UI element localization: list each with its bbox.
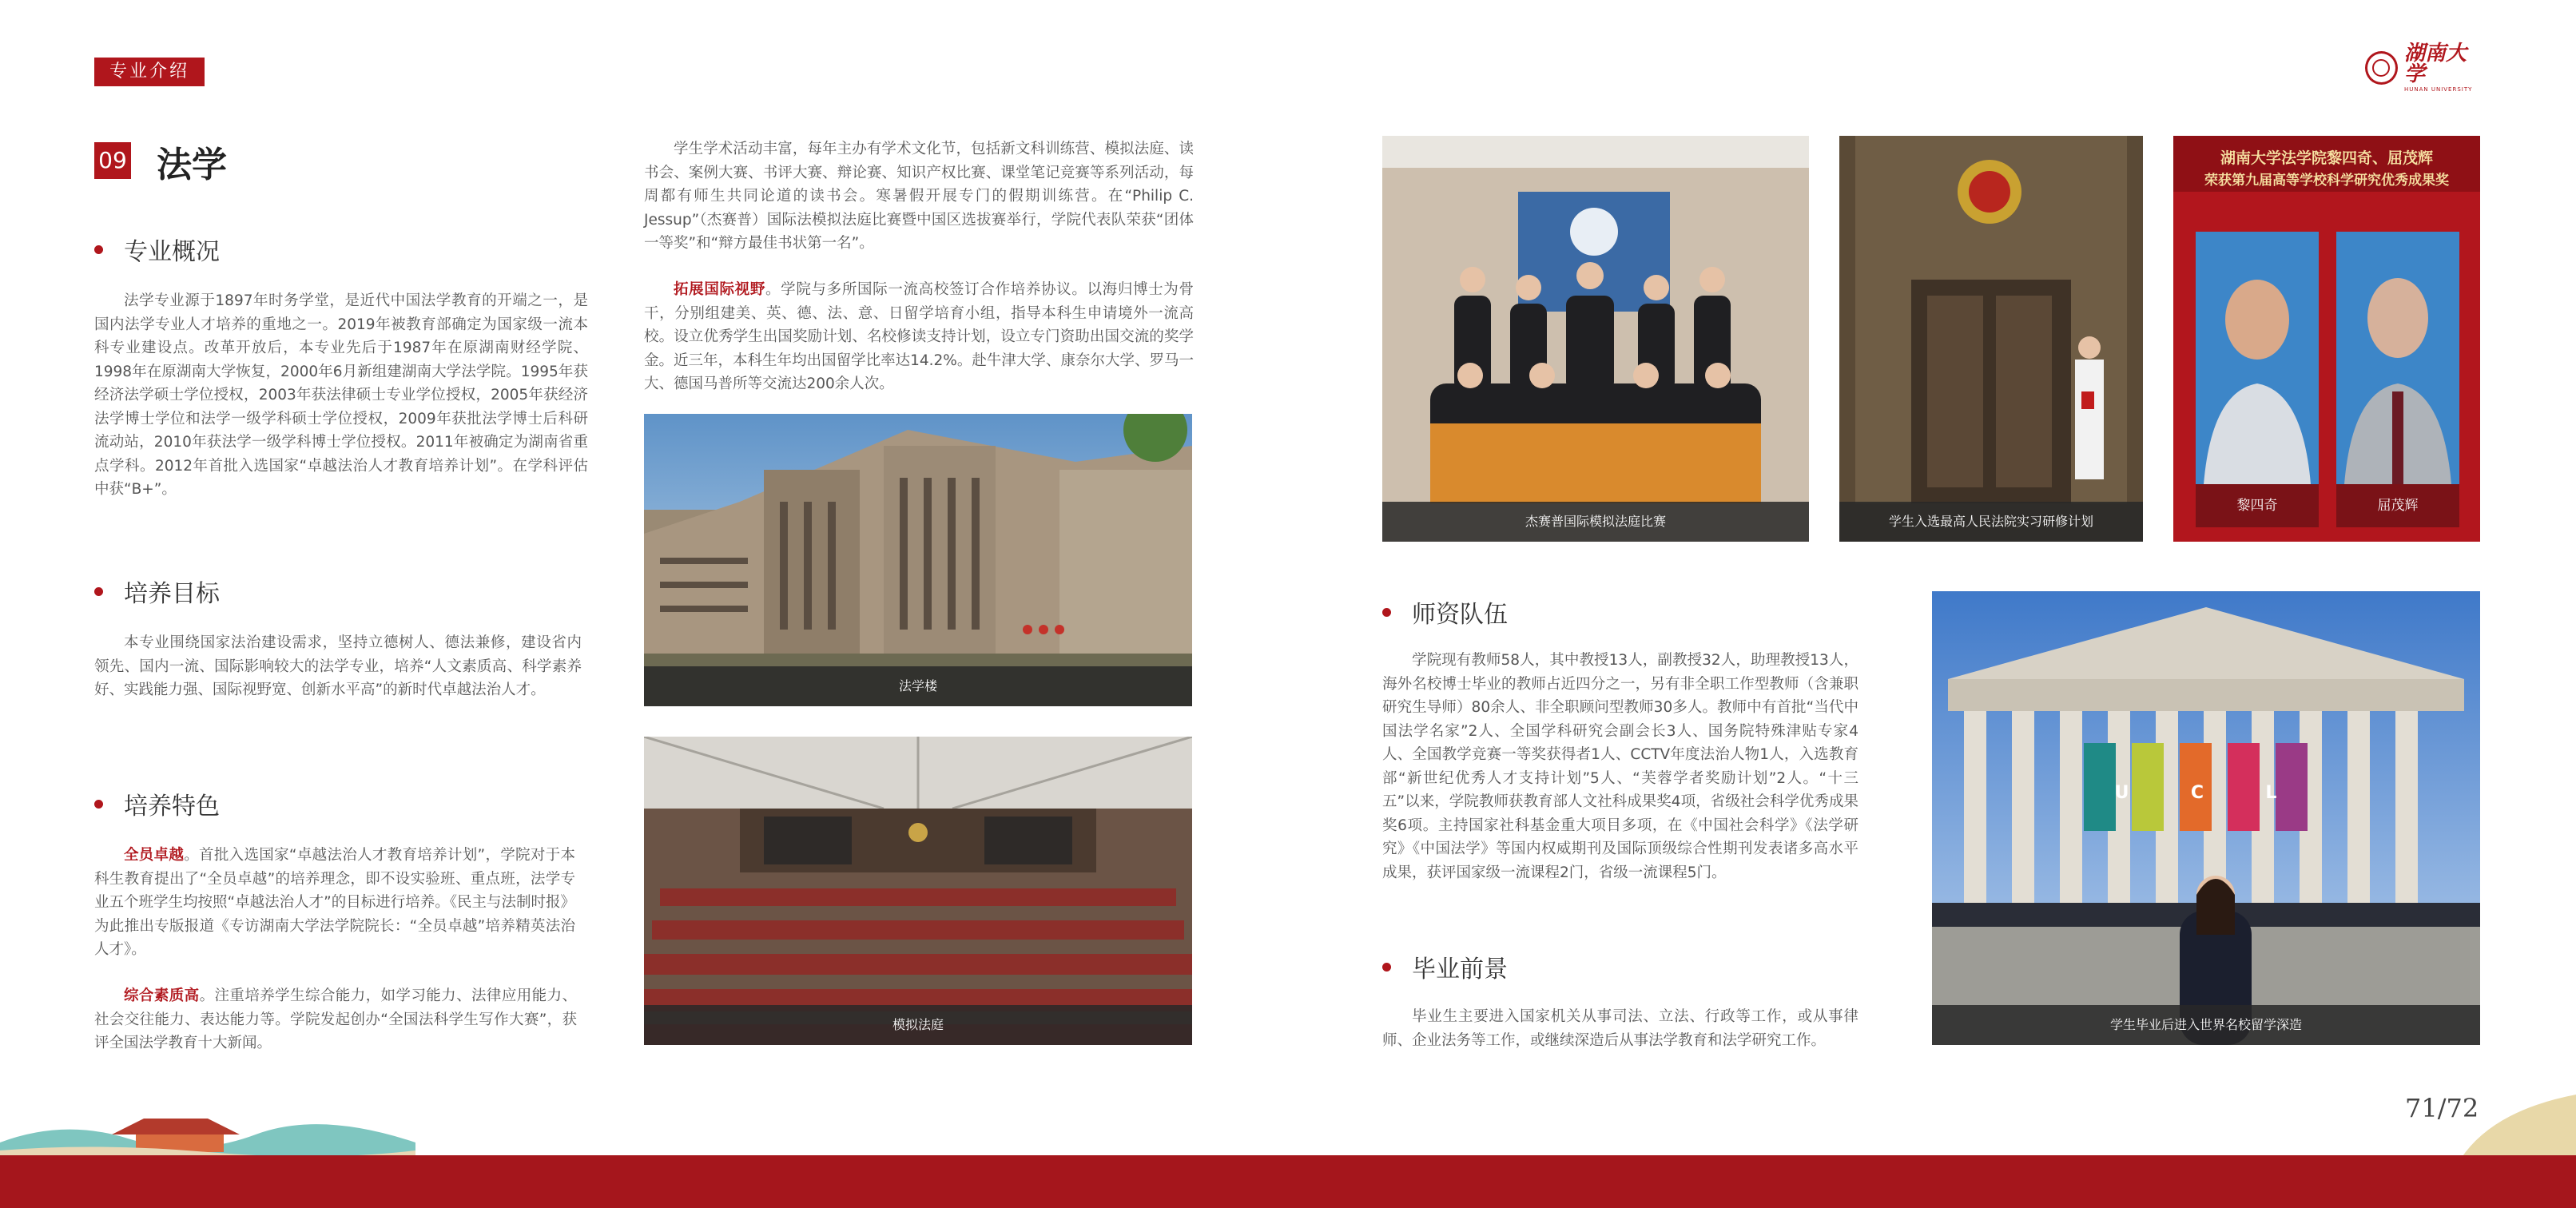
section-heading-overview — [94, 232, 220, 267]
law-building-image — [644, 414, 1192, 706]
section-title: 专业概况 — [124, 238, 220, 266]
bullet-icon — [94, 245, 103, 254]
portrait-image — [2196, 232, 2319, 484]
major-number: 09 — [94, 142, 131, 179]
footer-illustration — [0, 1111, 415, 1158]
portrait-image — [2336, 232, 2459, 484]
faculty-text: 学院现有教师58人，其中教授13人，副教授32人，助理教授13人，海外名校博士毕业的教师占近四分之一，另有非全职工作型教师（含兼职研究生导师）80余人、非全职顾问型教师30多人。教师中有首批“当代中国法学名家”2人、全国学科研究会副会长3人、国务院特殊津贴专家4人、全国教学竞赛一等奖获得者1人、CCTV年度法治人物1人，入选教育部“新世纪优秀人才支持计划”5人、“芙蓉学者奖励计划”2人。“十三五”以来，学院教师获教育部人文社科成果奖4项，省级社会科学优秀成果奖6项。主持国家社科基金重大项目多项，在《中国社会科学》《法学研究》《中国法学》等国内权威期刊及国际顶级综合性期刊发表诸多高水平成果，获评国家级一流课程2门，省级一流课程5门。 — [1382, 652, 1858, 881]
bullet-icon — [94, 587, 103, 596]
highlight-label: 拓展国际视野 — [674, 281, 765, 298]
award-title-line1: 湖南大学法学院黎四奇、屈茂辉 — [2220, 149, 2433, 167]
features-paragraph-2 — [94, 984, 577, 1055]
bullet-icon — [1382, 608, 1391, 617]
section-heading-faculty — [1382, 594, 1508, 630]
paragraph-text: 。首批入选国家“卓越法治人才教育培养计划”，学院对于本科生教育提出了“全员卓越”的培养理念，即不设实验班、重点班，法学专业五个班学生均按照“卓越法治人才”的目标进行培养。《民主与法制时报》为此推出专版报道《专访湖南大学法学院院长：“全员卓越”培养精英法治人才》。 — [94, 847, 575, 958]
banner-letter: L — [2265, 783, 2277, 803]
portrait-name: 黎四奇 — [2196, 484, 2319, 527]
paragraph-text: 。学院与多所国际一流高校签订合作培养协议。以海归博士为骨干，分别组建美、英、德、法、意、日留学培育小组，指导本科生申请境外一流高校。设立优秀学生出国奖励计划、名校修读支持计划，设立专门资助出国交流的奖学金。近三年，本科生年均出国留学比率达14.2%。赴牛津大学、康奈尔大学、罗马一大、德国马普所等交流达200余人次。 — [644, 281, 1194, 392]
seal-icon — [2365, 51, 2398, 85]
features-paragraph-3: 学生学术活动丰富，每年主办有学术文化节，包括新文科训练营、模拟法庭、读书会、案例大赛、书评大赛、辩论赛、知识产权比赛、课堂笔记竞赛等系列活动，每周都有师生共同论道的读书会。寒暑假开展专门的假期训练营。在“Philip C. Jessup”（杰赛普）国际法模拟法庭比赛暨中国区选拔赛举行，学院代表队荣获“团体一等奖”和“辩方最佳书状第一名”。 — [644, 141, 1194, 252]
major-title: 法学 — [157, 145, 227, 185]
highlight-label: 综合素质高 — [124, 987, 200, 1004]
paragraph-text: 。注重培养学生综合能力，如学习能力、法律应用能力、社会交往能力、表达能力等。学院发起创办“全国法科学生写作大赛”，获评全国法学教育十大新闻。 — [94, 987, 577, 1051]
portrait-name: 屈茂辉 — [2336, 484, 2459, 527]
bullet-icon — [94, 800, 103, 809]
ucl-banners — [2084, 783, 2308, 803]
award-panel — [2173, 136, 2480, 542]
features-paragraph-1 — [94, 844, 575, 962]
overview-text: 法学专业源于1897年时务学堂，是近代中国法学教育的开端之一，是国内法学专业人才培养的重地之一。2019年被教育部确定为国家级一流本科专业建设点。改革开放后，本专业先后于1987年在原湖南财经学院、1998年在原湖南大学恢复，2000年6月新组建湖南大学法学院。1995年获经济法学硕士学位授权，2003年获法律硕士专业学位授权，2005年获经济法学博士学位和法学一级学科硕士学位授权，2009年获批法学博士后科研流动站，2010年获法学一级学科博士学位授权。2011年被确定为湖南省重点学科。2012年首批入选国家“卓越法治人才教育培养计划”。在学科评估中获“B+”。 — [94, 292, 588, 498]
section-title: 师资队伍 — [1412, 601, 1508, 629]
supreme-court-image — [1839, 136, 2143, 542]
jessup-team-image — [1382, 136, 1809, 542]
section-heading-features — [94, 786, 220, 821]
logo-text: 湖南大学 — [2403, 42, 2467, 86]
page-number: 71/72 — [2405, 1093, 2479, 1123]
photo-jessup-team — [1382, 136, 1809, 542]
section-tag: 专业介绍 — [94, 58, 205, 86]
banner-letter: C — [2190, 783, 2204, 803]
section-title: 培养目标 — [124, 580, 220, 608]
photo-caption: 法学楼 — [644, 666, 1192, 706]
photo-caption: 学生入选最高人民法院实习研修计划 — [1839, 502, 2143, 542]
photo-caption: 模拟法庭 — [644, 1005, 1192, 1045]
goal-text: 本专业围绕国家法治建设需求，坚持立德树人、德法兼修，建设省内领先、国内一流、国际影响较大的法学专业，培养“人文素质高、科学素养好、实践能力强、国际视野宽、创新水平高”的新时代卓越法治人才。 — [94, 634, 582, 698]
portrait-1 — [2196, 232, 2319, 527]
moot-court-image — [644, 737, 1192, 1045]
section-title: 培养特色 — [124, 793, 220, 821]
photo-caption: 杰赛普国际模拟法庭比赛 — [1382, 502, 1809, 542]
photo-supreme-court — [1839, 136, 2143, 542]
features-paragraph-4 — [644, 278, 1194, 396]
highlight-label: 全员卓越 — [124, 847, 185, 864]
corner-decoration — [2461, 1095, 2576, 1158]
portrait-2 — [2336, 232, 2459, 527]
career-text: 毕业生主要进入国家机关从事司法、立法、行政等工作，或从事律师、企业法务等工作，或继续深造后从事法学教育和法学研究工作。 — [1382, 1008, 1858, 1049]
photo-caption: 学生毕业后进入世界名校留学深造 — [1932, 1005, 2480, 1045]
logo-subtext: HUNAN UNIVERSITY — [2403, 86, 2473, 93]
ucl-image — [1932, 591, 2480, 1045]
banner-letter: U — [2114, 783, 2129, 803]
footer-bar — [0, 1155, 2576, 1208]
bullet-icon — [1382, 963, 1391, 972]
award-title-line2: 荣获第九届高等学校科学研究优秀成果奖 — [2204, 173, 2449, 189]
photo-law-building — [644, 414, 1192, 706]
photo-moot-court — [644, 737, 1192, 1045]
section-title: 毕业前景 — [1412, 956, 1508, 983]
section-heading-goal — [94, 574, 220, 609]
section-heading-career — [1382, 949, 1508, 984]
photo-ucl — [1932, 591, 2480, 1045]
university-logo — [2365, 42, 2485, 93]
